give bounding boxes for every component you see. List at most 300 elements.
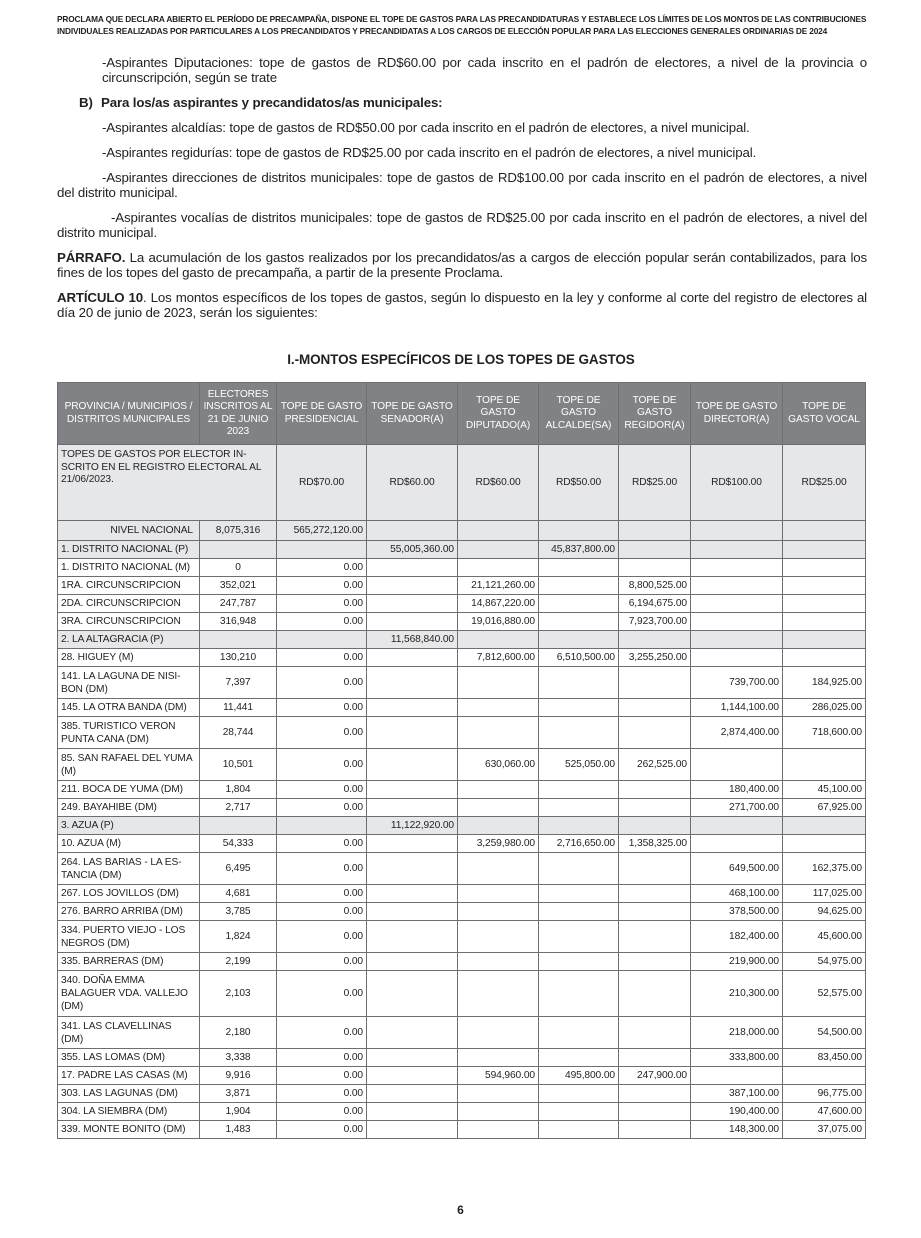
amount-cell: [367, 1067, 458, 1085]
table-row: [58, 595, 866, 613]
header-cell: TOPE DE GASTO REGIDOR(A): [619, 383, 691, 445]
electores-cell: 352,021: [200, 577, 277, 595]
header-cell: PROVINCIA / MUNICIPIOS / DISTRITOS MUNICIPALES: [58, 383, 200, 445]
amount-cell: [691, 595, 783, 613]
amount-cell: [539, 1049, 619, 1067]
electores-cell: 1,824: [200, 921, 277, 953]
amount-cell: 47,600.00: [783, 1103, 866, 1121]
electores-cell: 2,717: [200, 799, 277, 817]
amount-cell: [539, 903, 619, 921]
amount-cell: 271,700.00: [691, 799, 783, 817]
electores-cell: 2,199: [200, 953, 277, 971]
amount-cell: [691, 817, 783, 835]
amount-cell: [619, 921, 691, 953]
electores-cell: 0: [200, 559, 277, 577]
amount-cell: [367, 559, 458, 577]
amount-cell: [367, 953, 458, 971]
empty-cell: [539, 521, 619, 541]
amount-cell: [458, 1121, 539, 1139]
amount-cell: [539, 953, 619, 971]
amount-cell: [619, 1017, 691, 1049]
page-number: 6: [457, 1203, 464, 1217]
header-cell: ELECTORES INSCRITOS AL 21 DE JUNIO 2023: [200, 383, 277, 445]
amount-cell: 0.00: [277, 577, 367, 595]
section-b-label: B): [79, 95, 93, 110]
amount-cell: [539, 699, 619, 717]
amount-cell: 0.00: [277, 885, 367, 903]
table-row: [58, 1103, 866, 1121]
amount-cell: 3,255,250.00: [619, 649, 691, 667]
amount-cell: 162,375.00: [783, 853, 866, 885]
location-name-cell: 1. DISTRITO NACIONAL (P): [58, 541, 200, 559]
amount-cell: 83,450.00: [783, 1049, 866, 1067]
amount-cell: [367, 885, 458, 903]
electores-cell: 7,397: [200, 667, 277, 699]
amount-cell: [458, 1103, 539, 1121]
amount-cell: [619, 1085, 691, 1103]
location-name-cell: 141. LA LAGUNA DE NISI-BON (DM): [58, 667, 200, 699]
amount-cell: 55,005,360.00: [367, 541, 458, 559]
amount-cell: [458, 953, 539, 971]
amount-cell: 0.00: [277, 1017, 367, 1049]
amount-cell: [619, 667, 691, 699]
amount-cell: [619, 717, 691, 749]
diputaciones-paragraph: -Aspirantes Diputaciones: tope de gastos de RD$60.00 por cada inscrito en el padrón de electores, a nivel de la provincia o circunscripción, según se trate: [102, 55, 867, 85]
province-row: [58, 817, 866, 835]
table-row: [58, 1017, 866, 1049]
electores-cell: 2,180: [200, 1017, 277, 1049]
table-row: [58, 953, 866, 971]
electores-cell: [200, 817, 277, 835]
amount-cell: [539, 885, 619, 903]
location-name-cell: 17. PADRE LAS CASAS (M): [58, 1067, 200, 1085]
amount-cell: 0.00: [277, 1103, 367, 1121]
amount-cell: [619, 541, 691, 559]
amount-cell: [619, 971, 691, 1017]
location-name-cell: 249. BAYAHIBE (DM): [58, 799, 200, 817]
amount-cell: 7,812,600.00: [458, 649, 539, 667]
amount-cell: 0.00: [277, 717, 367, 749]
empty-cell: [619, 521, 691, 541]
amount-cell: [539, 799, 619, 817]
amount-cell: [367, 577, 458, 595]
province-row: [58, 631, 866, 649]
amount-cell: 333,800.00: [691, 1049, 783, 1067]
location-name-cell: 85. SAN RAFAEL DEL YUMA (M): [58, 749, 200, 781]
table-row: [58, 613, 866, 631]
table-row: [58, 903, 866, 921]
amount-cell: [367, 1121, 458, 1139]
electores-cell: 9,916: [200, 1067, 277, 1085]
amount-cell: [458, 541, 539, 559]
location-name-cell: 303. LAS LAGUNAS (DM): [58, 1085, 200, 1103]
amount-cell: 184,925.00: [783, 667, 866, 699]
amount-cell: [539, 1085, 619, 1103]
amount-cell: 0.00: [277, 699, 367, 717]
electores-cell: 1,483: [200, 1121, 277, 1139]
electores-cell: 28,744: [200, 717, 277, 749]
parrafo-text: La acumulación de los gastos realizados por los precandidatos/as a cargos de elección popular serán contabilizados, para los fines de los topes del gasto de precampaña, a partir de la presente Proclama.: [57, 250, 867, 280]
header-cell: TOPE DE GASTO DIRECTOR(A): [691, 383, 783, 445]
amount-cell: 630,060.00: [458, 749, 539, 781]
amount-cell: [539, 971, 619, 1017]
amount-cell: [539, 817, 619, 835]
electores-cell: 2,103: [200, 971, 277, 1017]
amount-cell: [783, 577, 866, 595]
location-name-cell: 385. TURISTICO VERON PUNTA CANA (DM): [58, 717, 200, 749]
regidurias-paragraph: -Aspirantes regidurías: tope de gastos de RD$25.00 por cada inscrito en el padrón de electores, a nivel municipal.: [102, 145, 757, 160]
amount-cell: 190,400.00: [691, 1103, 783, 1121]
amount-cell: 210,300.00: [691, 971, 783, 1017]
location-name-cell: 211. BOCA DE YUMA (DM): [58, 781, 200, 799]
table-row: [58, 971, 866, 1017]
amount-cell: [367, 853, 458, 885]
amount-cell: 6,194,675.00: [619, 595, 691, 613]
location-name-cell: 267. LOS JOVILLOS (DM): [58, 885, 200, 903]
amount-cell: 468,100.00: [691, 885, 783, 903]
amount-cell: [691, 749, 783, 781]
amount-cell: 52,575.00: [783, 971, 866, 1017]
amount-cell: [367, 595, 458, 613]
location-name-cell: 10. AZUA (M): [58, 835, 200, 853]
amount-cell: 3,259,980.00: [458, 835, 539, 853]
amount-cell: [619, 817, 691, 835]
amount-cell: 1,358,325.00: [619, 835, 691, 853]
amount-cell: 117,025.00: [783, 885, 866, 903]
table-row: [58, 667, 866, 699]
amount-cell: 11,568,840.00: [367, 631, 458, 649]
amount-cell: [458, 921, 539, 953]
amount-cell: 94,625.00: [783, 903, 866, 921]
amount-cell: [783, 595, 866, 613]
amount-cell: 219,900.00: [691, 953, 783, 971]
amount-cell: 182,400.00: [691, 921, 783, 953]
amount-cell: [619, 1121, 691, 1139]
amount-cell: 45,837,800.00: [539, 541, 619, 559]
amount-cell: [691, 835, 783, 853]
amount-cell: [367, 921, 458, 953]
amount-cell: [783, 541, 866, 559]
electores-cell: 11,441: [200, 699, 277, 717]
amount-cell: 0.00: [277, 921, 367, 953]
electores-cell: 1,804: [200, 781, 277, 799]
amount-cell: 7,923,700.00: [619, 613, 691, 631]
amount-cell: 0.00: [277, 649, 367, 667]
location-name-cell: 145. LA OTRA BANDA (DM): [58, 699, 200, 717]
empty-cell: [458, 521, 539, 541]
amount-cell: [539, 577, 619, 595]
amount-cell: [619, 699, 691, 717]
electores-cell: [200, 541, 277, 559]
national-label: NIVEL NACIONAL: [58, 521, 200, 541]
electores-cell: [200, 631, 277, 649]
amount-cell: [619, 781, 691, 799]
amount-cell: [458, 699, 539, 717]
amount-cell: [619, 631, 691, 649]
amount-cell: [539, 613, 619, 631]
rate-label: TOPES DE GASTOS POR ELECTOR IN-SCRITO EN EL REGISTRO ELECTORAL AL 21/06/2023.: [58, 445, 277, 521]
header-cell: TOPE DE GASTO SENADOR(A): [367, 383, 458, 445]
table-row: [58, 559, 866, 577]
location-name-cell: 3. AZUA (P): [58, 817, 200, 835]
amount-cell: 0.00: [277, 595, 367, 613]
amount-cell: 0.00: [277, 799, 367, 817]
amount-cell: 378,500.00: [691, 903, 783, 921]
amount-cell: 0.00: [277, 853, 367, 885]
amount-cell: [539, 631, 619, 649]
amount-cell: [458, 853, 539, 885]
amount-cell: 218,000.00: [691, 1017, 783, 1049]
amount-cell: 649,500.00: [691, 853, 783, 885]
amount-cell: [458, 781, 539, 799]
amount-cell: 11,122,920.00: [367, 817, 458, 835]
amount-cell: [367, 781, 458, 799]
direcciones-paragraph: -Aspirantes direcciones de distritos municipales: tope de gastos de RD$100.00 por cada inscrito en el padrón de electores, a nivel del distrito municipal.: [57, 170, 867, 200]
amount-cell: [367, 717, 458, 749]
rate-value: RD$50.00: [539, 445, 619, 521]
amount-cell: [458, 559, 539, 577]
amount-cell: [539, 1017, 619, 1049]
amount-cell: 8,800,525.00: [619, 577, 691, 595]
amount-cell: [367, 835, 458, 853]
amount-cell: [277, 631, 367, 649]
header-cell: TOPE DE GASTO DIPUTADO(A): [458, 383, 539, 445]
amount-cell: [458, 971, 539, 1017]
amount-cell: [458, 1017, 539, 1049]
amount-cell: [367, 749, 458, 781]
amount-cell: 180,400.00: [691, 781, 783, 799]
rate-value: RD$70.00: [277, 445, 367, 521]
amount-cell: 6,510,500.00: [539, 649, 619, 667]
amount-cell: [367, 1017, 458, 1049]
spending-caps-table: [57, 382, 866, 1139]
table-row: [58, 1085, 866, 1103]
amount-cell: [458, 1085, 539, 1103]
amount-cell: [539, 921, 619, 953]
table-row: [58, 1049, 866, 1067]
amount-cell: [783, 835, 866, 853]
table-row: [58, 649, 866, 667]
amount-cell: 739,700.00: [691, 667, 783, 699]
amount-cell: 718,600.00: [783, 717, 866, 749]
amount-cell: [458, 1049, 539, 1067]
table-row: [58, 921, 866, 953]
amount-cell: 0.00: [277, 903, 367, 921]
vocalias-paragraph: -Aspirantes vocalías de distritos municipales: tope de gastos de RD$25.00 por cada inscrito en el padrón de electores, a nivel del distrito municipal.: [57, 210, 867, 240]
amount-cell: [691, 649, 783, 667]
amount-cell: 14,867,220.00: [458, 595, 539, 613]
amount-cell: [619, 799, 691, 817]
empty-cell: [691, 521, 783, 541]
electores-cell: 10,501: [200, 749, 277, 781]
location-name-cell: 264. LAS BARIAS - LA ES-TANCIA (DM): [58, 853, 200, 885]
alcaldias-paragraph: -Aspirantes alcaldías: tope de gastos de RD$50.00 por cada inscrito en el padrón de electores, a nivel municipal.: [102, 120, 750, 135]
national-presidencial: 565,272,120.00: [277, 521, 367, 541]
amount-cell: 21,121,260.00: [458, 577, 539, 595]
rate-value: RD$25.00: [619, 445, 691, 521]
amount-cell: [691, 559, 783, 577]
amount-cell: [619, 853, 691, 885]
rate-row: [58, 445, 866, 521]
amount-cell: [783, 817, 866, 835]
table-row: [58, 1121, 866, 1139]
amount-cell: [783, 559, 866, 577]
amount-cell: [619, 1049, 691, 1067]
amount-cell: 594,960.00: [458, 1067, 539, 1085]
electores-cell: 54,333: [200, 835, 277, 853]
parrafo-label: PÁRRAFO.: [57, 250, 126, 265]
header-cell: TOPE DE GASTO ALCALDE(SA): [539, 383, 619, 445]
amount-cell: 1,144,100.00: [691, 699, 783, 717]
amount-cell: [277, 817, 367, 835]
electores-cell: 4,681: [200, 885, 277, 903]
table-row: [58, 853, 866, 885]
province-row: [58, 541, 866, 559]
amount-cell: [367, 667, 458, 699]
location-name-cell: 1RA. CIRCUNSCRIPCION: [58, 577, 200, 595]
location-name-cell: 334. PUERTO VIEJO - LOS NEGROS (DM): [58, 921, 200, 953]
amount-cell: 0.00: [277, 667, 367, 699]
electores-cell: 316,948: [200, 613, 277, 631]
location-name-cell: 2DA. CIRCUNSCRIPCION: [58, 595, 200, 613]
amount-cell: 0.00: [277, 971, 367, 1017]
amount-cell: 0.00: [277, 1085, 367, 1103]
location-name-cell: 2. LA ALTAGRACIA (P): [58, 631, 200, 649]
table-row: [58, 799, 866, 817]
location-name-cell: 304. LA SIEMBRA (DM): [58, 1103, 200, 1121]
electores-cell: 3,871: [200, 1085, 277, 1103]
articulo-text: . Los montos específicos de los topes de gastos, según lo dispuesto en la ley y conforme al corte del registro de electores al día 20 de junio de 2023, serán los siguientes:: [57, 290, 867, 320]
amount-cell: [458, 817, 539, 835]
amount-cell: [783, 749, 866, 781]
amount-cell: 0.00: [277, 953, 367, 971]
amount-cell: [691, 1067, 783, 1085]
amount-cell: 148,300.00: [691, 1121, 783, 1139]
electores-cell: 247,787: [200, 595, 277, 613]
amount-cell: [619, 953, 691, 971]
location-name-cell: 355. LAS LOMAS (DM): [58, 1049, 200, 1067]
empty-cell: [783, 521, 866, 541]
amount-cell: 37,075.00: [783, 1121, 866, 1139]
table-row: [58, 885, 866, 903]
section-b-title: Para los/as aspirantes y precandidatos/as municipales:: [101, 95, 443, 110]
location-name-cell: 340. DOÑA EMMA BALAGUER VDA. VALLEJO (DM): [58, 971, 200, 1017]
amount-cell: 495,800.00: [539, 1067, 619, 1085]
amount-cell: [619, 903, 691, 921]
amount-cell: [783, 613, 866, 631]
amount-cell: 2,716,650.00: [539, 835, 619, 853]
location-name-cell: 3RA. CIRCUNSCRIPCION: [58, 613, 200, 631]
empty-cell: [367, 521, 458, 541]
location-name-cell: 28. HIGUEY (M): [58, 649, 200, 667]
amount-cell: 54,500.00: [783, 1017, 866, 1049]
amount-cell: [458, 717, 539, 749]
amount-cell: [619, 1103, 691, 1121]
amount-cell: [539, 559, 619, 577]
amount-cell: [691, 541, 783, 559]
amount-cell: [367, 1049, 458, 1067]
table-row: [58, 749, 866, 781]
location-name-cell: 341. LAS CLAVELLINAS (DM): [58, 1017, 200, 1049]
national-electores: 8,075,316: [200, 521, 277, 541]
amount-cell: 2,874,400.00: [691, 717, 783, 749]
table-row: [58, 577, 866, 595]
electores-cell: 3,338: [200, 1049, 277, 1067]
amount-cell: [367, 1103, 458, 1121]
amount-cell: 387,100.00: [691, 1085, 783, 1103]
table-row: [58, 1067, 866, 1085]
amount-cell: [619, 885, 691, 903]
table-title: I.-MONTOS ESPECÍFICOS DE LOS TOPES DE GASTOS: [287, 352, 635, 367]
amount-cell: 0.00: [277, 835, 367, 853]
amount-cell: [367, 903, 458, 921]
location-name-cell: 339. MONTE BONITO (DM): [58, 1121, 200, 1139]
amount-cell: [367, 613, 458, 631]
amount-cell: [691, 577, 783, 595]
section-b-heading: [57, 95, 867, 110]
running-header: PROCLAMA QUE DECLARA ABIERTO EL PERÍODO DE PRECAMPAÑA, DISPONE EL TOPE DE GASTOS PARA LAS PRECANDIDATURAS Y ESTABLECE LOS LÍMITES DE LOS MONTOS DE LAS CONTRIBUCIONES INDIVIDUALES REALIZADAS POR PARTICULARES A LOS PRECANDIDATOS Y PRECANDIDATAS A LOS CARGOS DE ELECCIÓN POPULAR PARA LAS ELECCIONES GENERALES ORDINARIAS DE 2024: [57, 14, 867, 36]
table-row: [58, 717, 866, 749]
rate-value: RD$60.00: [367, 445, 458, 521]
amount-cell: [367, 1085, 458, 1103]
amount-cell: [539, 1121, 619, 1139]
amount-cell: 19,016,880.00: [458, 613, 539, 631]
amount-cell: [458, 667, 539, 699]
amount-cell: [539, 1103, 619, 1121]
articulo-10-paragraph: [57, 290, 867, 320]
parrafo-paragraph: [57, 250, 867, 280]
amount-cell: [458, 885, 539, 903]
national-row: [58, 521, 866, 541]
table-row: [58, 835, 866, 853]
location-name-cell: 1. DISTRITO NACIONAL (M): [58, 559, 200, 577]
amount-cell: [458, 799, 539, 817]
amount-cell: [539, 717, 619, 749]
amount-cell: [539, 781, 619, 799]
amount-cell: 262,525.00: [619, 749, 691, 781]
amount-cell: [539, 667, 619, 699]
amount-cell: [458, 631, 539, 649]
header-cell: TOPE DE GASTO VOCAL: [783, 383, 866, 445]
amount-cell: 0.00: [277, 749, 367, 781]
table-row: [58, 781, 866, 799]
amount-cell: [783, 649, 866, 667]
amount-cell: 54,975.00: [783, 953, 866, 971]
amount-cell: [367, 971, 458, 1017]
header-cell: TOPE DE GASTO PRESIDENCIAL: [277, 383, 367, 445]
amount-cell: [458, 903, 539, 921]
amount-cell: [367, 699, 458, 717]
amount-cell: [691, 631, 783, 649]
amount-cell: 0.00: [277, 613, 367, 631]
amount-cell: [277, 541, 367, 559]
table-row: [58, 699, 866, 717]
amount-cell: 247,900.00: [619, 1067, 691, 1085]
amount-cell: 45,100.00: [783, 781, 866, 799]
amount-cell: 67,925.00: [783, 799, 866, 817]
amount-cell: [783, 1067, 866, 1085]
body-text: [57, 55, 867, 330]
electores-cell: 6,495: [200, 853, 277, 885]
amount-cell: [619, 559, 691, 577]
amount-cell: 45,600.00: [783, 921, 866, 953]
articulo-label: ARTÍCULO 10: [57, 290, 144, 305]
amount-cell: [539, 595, 619, 613]
electores-cell: 3,785: [200, 903, 277, 921]
rate-value: RD$60.00: [458, 445, 539, 521]
amount-cell: [367, 649, 458, 667]
table-header-row: [58, 383, 866, 445]
